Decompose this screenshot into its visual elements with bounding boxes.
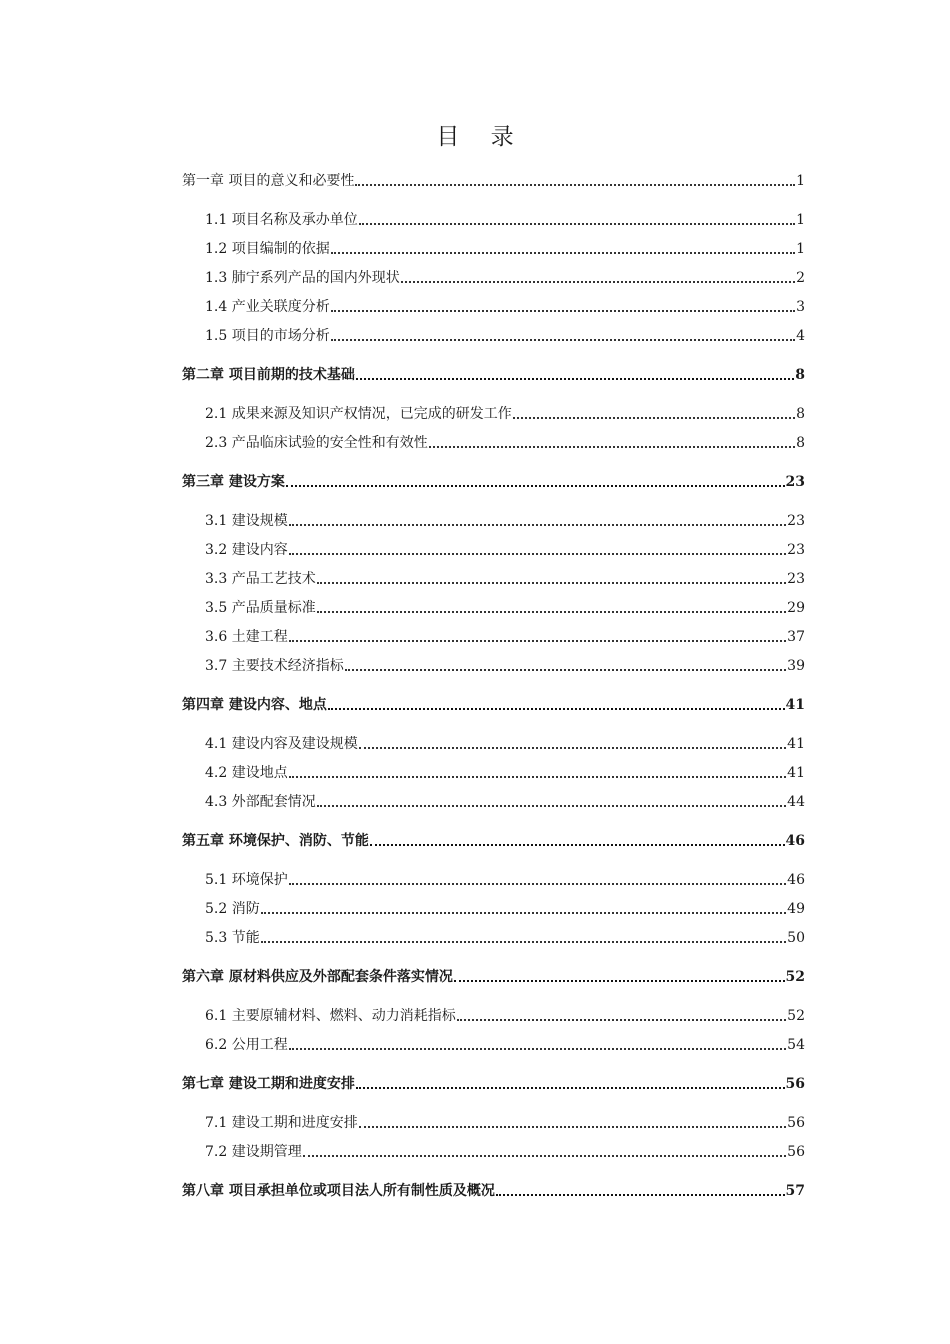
toc-entry-label: 5.1 环境保护 bbox=[205, 872, 288, 888]
toc-leader-dots bbox=[317, 582, 786, 584]
toc-entry-label: 第四章 建设内容、地点 bbox=[182, 697, 327, 713]
toc-entry-page-number: 3 bbox=[796, 299, 805, 315]
toc-entry-page-number: 49 bbox=[787, 901, 805, 917]
toc-leader-dots bbox=[317, 611, 786, 613]
toc-entry-page-number: 44 bbox=[787, 794, 805, 810]
toc-entry-chapter[interactable] bbox=[182, 364, 805, 384]
toc-leader-dots bbox=[328, 708, 785, 710]
toc-leader-dots bbox=[356, 1087, 785, 1089]
toc-leader-dots bbox=[331, 252, 795, 254]
toc-entry-page-number: 41 bbox=[785, 697, 805, 713]
toc-entry-page-number: 2 bbox=[796, 270, 805, 286]
toc-entry-section[interactable] bbox=[205, 927, 805, 947]
toc-leader-dots bbox=[317, 805, 786, 807]
toc-entry-section[interactable] bbox=[205, 209, 805, 229]
toc-entry-label: 5.2 消防 bbox=[205, 901, 260, 917]
toc-entry-page-number: 46 bbox=[787, 872, 805, 888]
toc-leader-dots bbox=[370, 844, 785, 846]
toc-entry-label: 第三章 建设方案 bbox=[182, 474, 285, 490]
toc-entry-page-number: 50 bbox=[787, 930, 805, 946]
toc-entry-label: 1.3 肺宁系列产品的国内外现状 bbox=[205, 270, 400, 286]
toc-entry-section[interactable] bbox=[205, 510, 805, 530]
toc-entry-page-number: 1 bbox=[796, 173, 805, 189]
toc-entry-label: 1.4 产业关联度分析 bbox=[205, 299, 330, 315]
toc-entry-label: 4.3 外部配套情况 bbox=[205, 794, 316, 810]
toc-entry-section[interactable] bbox=[205, 597, 805, 617]
toc-entry-chapter[interactable] bbox=[182, 830, 805, 850]
toc-leader-dots bbox=[261, 912, 786, 914]
toc-entry-page-number: 52 bbox=[785, 969, 805, 985]
toc-entry-page-number: 23 bbox=[785, 474, 805, 490]
toc-leader-dots bbox=[261, 941, 786, 943]
toc-entry-section[interactable] bbox=[205, 791, 805, 811]
toc-entry-page-number: 4 bbox=[796, 328, 805, 344]
toc-entry-label: 第二章 项目前期的技术基础 bbox=[182, 367, 355, 383]
toc-entry-chapter[interactable] bbox=[182, 694, 805, 714]
toc-entry-page-number: 1 bbox=[796, 212, 805, 228]
toc-entry-section[interactable] bbox=[205, 267, 805, 287]
toc-leader-dots bbox=[429, 446, 795, 448]
toc-entry-label: 3.6 土建工程 bbox=[205, 629, 288, 645]
toc-entry-section[interactable] bbox=[205, 325, 805, 345]
toc-leader-dots bbox=[356, 378, 794, 380]
toc-entry-section[interactable] bbox=[205, 898, 805, 918]
toc-entry-label: 4.1 建设内容及建设规模 bbox=[205, 736, 358, 752]
toc-entry-page-number: 52 bbox=[787, 1008, 805, 1024]
toc-entry-label: 4.2 建设地点 bbox=[205, 765, 288, 781]
toc-entry-section[interactable] bbox=[205, 539, 805, 559]
toc-entry-section[interactable] bbox=[205, 296, 805, 316]
toc-entry-page-number: 8 bbox=[796, 435, 805, 451]
toc-entry-label: 3.3 产品工艺技术 bbox=[205, 571, 316, 587]
toc-entry-page-number: 23 bbox=[787, 571, 805, 587]
toc-leader-dots bbox=[513, 417, 795, 419]
toc-entry-chapter[interactable] bbox=[182, 1073, 805, 1093]
toc-leader-dots bbox=[289, 524, 786, 526]
toc-entry-section[interactable] bbox=[205, 568, 805, 588]
toc-entry-page-number: 8 bbox=[795, 367, 805, 383]
toc-entry-page-number: 46 bbox=[785, 833, 805, 849]
toc-entry-section[interactable] bbox=[205, 655, 805, 675]
toc-entry-page-number: 23 bbox=[787, 542, 805, 558]
toc-entry-section[interactable] bbox=[205, 1034, 805, 1054]
toc-entry-label: 3.1 建设规模 bbox=[205, 513, 288, 529]
toc-entry-section[interactable] bbox=[205, 432, 805, 452]
toc-entry-page-number: 37 bbox=[787, 629, 805, 645]
toc-entry-label: 第一章 项目的意义和必要性 bbox=[182, 173, 355, 189]
toc-entry-page-number: 23 bbox=[787, 513, 805, 529]
toc-entry-page-number: 56 bbox=[787, 1144, 805, 1160]
toc-leader-dots bbox=[289, 883, 786, 885]
toc-entry-label: 1.1 项目名称及承办单位 bbox=[205, 212, 358, 228]
toc-leader-dots bbox=[496, 1194, 785, 1196]
toc-entry-label: 7.1 建设工期和进度安排 bbox=[205, 1115, 358, 1131]
toc-leader-dots bbox=[289, 553, 786, 555]
toc-entry-page-number: 54 bbox=[787, 1037, 805, 1053]
toc-entry-page-number: 29 bbox=[787, 600, 805, 616]
toc-leader-dots bbox=[355, 184, 795, 186]
toc-entry-page-number: 56 bbox=[787, 1115, 805, 1131]
toc-entry-section[interactable] bbox=[205, 403, 805, 423]
toc-leader-dots bbox=[457, 1019, 786, 1021]
toc-entry-chapter[interactable] bbox=[182, 170, 805, 190]
toc-entry-section[interactable] bbox=[205, 1141, 805, 1161]
toc-leader-dots bbox=[359, 747, 786, 749]
toc-entry-page-number: 8 bbox=[796, 406, 805, 422]
toc-entry-section[interactable] bbox=[205, 762, 805, 782]
toc-entry-chapter[interactable] bbox=[182, 1180, 805, 1200]
toc-entry-section[interactable] bbox=[205, 1005, 805, 1025]
toc-entry-label: 7.2 建设期管理 bbox=[205, 1144, 302, 1160]
toc-entry-page-number: 41 bbox=[787, 765, 805, 781]
toc-entry-section[interactable] bbox=[205, 626, 805, 646]
toc-leader-dots bbox=[289, 1048, 786, 1050]
toc-entry-label: 2.1 成果来源及知识产权情况，已完成的研发工作 bbox=[205, 406, 512, 422]
toc-leader-dots bbox=[401, 281, 795, 283]
toc-entry-section[interactable] bbox=[205, 1112, 805, 1132]
toc-entry-chapter[interactable] bbox=[182, 966, 805, 986]
toc-entry-section[interactable] bbox=[205, 869, 805, 889]
toc-entry-page-number: 1 bbox=[796, 241, 805, 257]
toc-entry-label: 第七章 建设工期和进度安排 bbox=[182, 1076, 355, 1092]
toc-leader-dots bbox=[359, 1126, 786, 1128]
toc-entry-label: 1.2 项目编制的依据 bbox=[205, 241, 330, 257]
toc-entry-label: 3.2 建设内容 bbox=[205, 542, 288, 558]
toc-leader-dots bbox=[454, 980, 785, 982]
toc-entry-label: 5.3 节能 bbox=[205, 930, 260, 946]
toc-entry-page-number: 39 bbox=[787, 658, 805, 674]
toc-entry-chapter[interactable] bbox=[182, 471, 805, 491]
toc-leader-dots bbox=[331, 310, 795, 312]
toc-entry-page-number: 41 bbox=[787, 736, 805, 752]
toc-leader-dots bbox=[286, 485, 785, 487]
toc-entry-label: 6.2 公用工程 bbox=[205, 1037, 288, 1053]
toc-entry-label: 6.1 主要原辅材料、燃料、动力消耗指标 bbox=[205, 1008, 456, 1024]
toc-title: 目 录 bbox=[436, 124, 526, 150]
toc-entry-label: 3.5 产品质量标准 bbox=[205, 600, 316, 616]
toc-entry-label: 第五章 环境保护、消防、节能 bbox=[182, 833, 369, 849]
toc-entry-label: 第六章 原材料供应及外部配套条件落实情况 bbox=[182, 969, 453, 985]
toc-entry-page-number: 57 bbox=[785, 1183, 805, 1199]
toc-leader-dots bbox=[289, 776, 786, 778]
toc-entry-label: 第八章 项目承担单位或项目法人所有制性质及概况 bbox=[182, 1183, 495, 1199]
toc-leader-dots bbox=[331, 339, 795, 341]
toc-entry-section[interactable] bbox=[205, 238, 805, 258]
toc-leader-dots bbox=[289, 640, 786, 642]
toc-entry-label: 2.3 产品临床试验的安全性和有效性 bbox=[205, 435, 428, 451]
toc-entry-label: 3.7 主要技术经济指标 bbox=[205, 658, 344, 674]
toc-leader-dots bbox=[359, 223, 795, 225]
toc-entry-label: 1.5 项目的市场分析 bbox=[205, 328, 330, 344]
toc-leader-dots bbox=[303, 1155, 786, 1157]
toc-entry-page-number: 56 bbox=[785, 1076, 805, 1092]
toc-entry-section[interactable] bbox=[205, 733, 805, 753]
toc-leader-dots bbox=[345, 669, 786, 671]
